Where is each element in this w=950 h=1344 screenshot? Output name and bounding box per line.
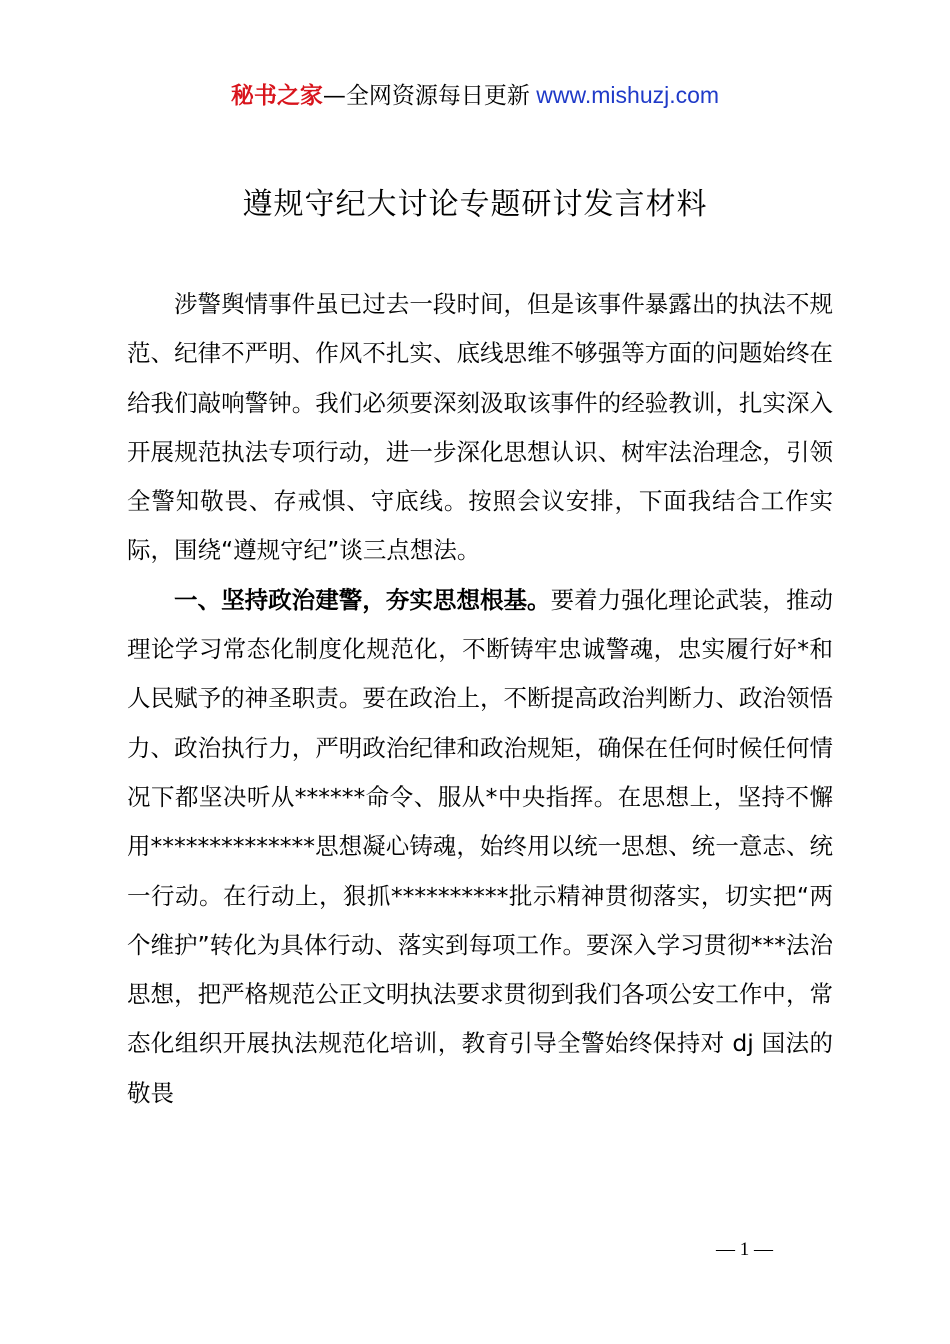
section-heading-one: 一、坚持政治建警，夯实思想根基。 [174,585,551,614]
site-slogan: —全网资源每日更新 [322,83,530,109]
paragraph-section-one [127,576,833,1118]
paragraph-text: 要着力强化理论武装，推动理论学习常态化制度化规范化，不断铸牢忠诚警魂，忠实履行好*和人民赋予的神圣职责。要在政治上，不断提高政治判断力、政治领悟力、政治执行力，严明政治纪律和政治规矩，确保在任何时候任何情况下都坚决听从******命令、服从*中央指挥。在思想上，坚持不懈用**************思想凝心铸魂，始终用以统一思想、统一意志、统一行动。在行动上，狠抓**********批示精神贯彻落实，切实把“两个维护”转化为具体行动、落实到每项工作。要深入学习贯彻***法治思想，把严格规范公正文明执法要求贯彻到我们各项公安工作中，常态化组织开展执法规范化培训，教育引导全警始终保持对 dj 国法的敬畏 [127,585,834,1107]
page-number: — 1 — [716,1239,773,1260]
site-name: 秘书之家 [230,83,323,109]
paragraph-text: 涉警舆情事件虽已过去一段时间，但是该事件暴露出的执法不规范、纪律不严明、作风不扎实、底线思维不够强等方面的问题始终在给我们敲响警钟。我们必须要深刻汲取该事件的经验教训，扎实深入开展规范执法专项行动，进一步深化思想认识、树牢法治理念，引领全警知敬畏、存戒惧、守底线。按照会议安排，下面我结合工作实际，围绕“遵规守纪”谈三点想法。 [127,290,833,565]
paragraph-intro [127,280,833,576]
site-header [0,78,950,113]
document-body [127,280,833,1118]
site-url-link[interactable]: www.mishuzj.com [529,82,720,108]
document-title: 遵规守纪大讨论专题研讨发言材料 [242,187,708,222]
